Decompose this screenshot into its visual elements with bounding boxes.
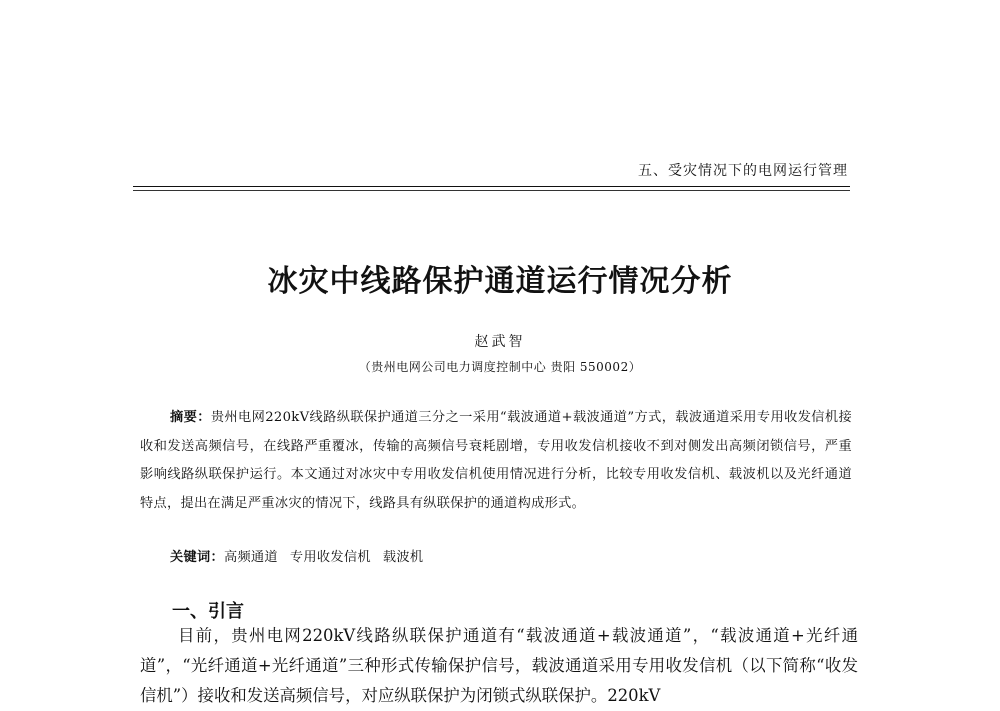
keyword-1: 高频通道 — [223, 550, 278, 565]
running-head: 五、受灾情况下的电网运行管理 — [638, 163, 848, 179]
author-name: 赵武智 — [474, 334, 526, 350]
section-heading-introduction: 一、引言 — [172, 601, 244, 622]
keyword-3: 载波机 — [382, 550, 424, 565]
abstract-text: 贵州电网220kV线路纵联保护通道三分之一采用“载波通道+载波通道”方式，载波通道采用专用收发信机接收和发送高频信号，在线路严重覆冰，传输的高频信号衰耗剧增，专用收发信机接收不到对侧发出高频闭锁信号，严重影响线路纵联保护运行。本文通过对冰灾中专用收发信机使用情况进行分析，比较专用收发信机、载波机以及光纤通道特点，提出在满足严重冰灾的情况下，线路具有纵联保护的通道构成形式。 — [140, 410, 852, 511]
abstract-label: 摘要： — [170, 410, 211, 425]
header-rule — [133, 186, 850, 187]
header-rule-thin — [133, 190, 850, 191]
keyword-2: 专用收发信机 — [289, 550, 371, 565]
author-affiliation: （贵州电网公司电力调度控制中心 贵阳 550002） — [358, 360, 642, 374]
body-paragraph: 目前，贵州电网220kV线路纵联保护通道有“载波通道+载波通道”，“载波通道+光纤通道”，“光纤通道+光纤通道”三种形式传输保护信号，载波通道采用专用收发信机（以下简称“收发信机”）接收和发送高频信号，对应纵联保护为闭锁式纵联保护。220kV — [140, 626, 858, 705]
abstract — [140, 404, 852, 518]
keywords-label: 关键词： — [170, 550, 224, 565]
paper-title: 冰灾中线路保护通道运行情况分析 — [267, 264, 733, 299]
keywords-line — [170, 546, 435, 565]
